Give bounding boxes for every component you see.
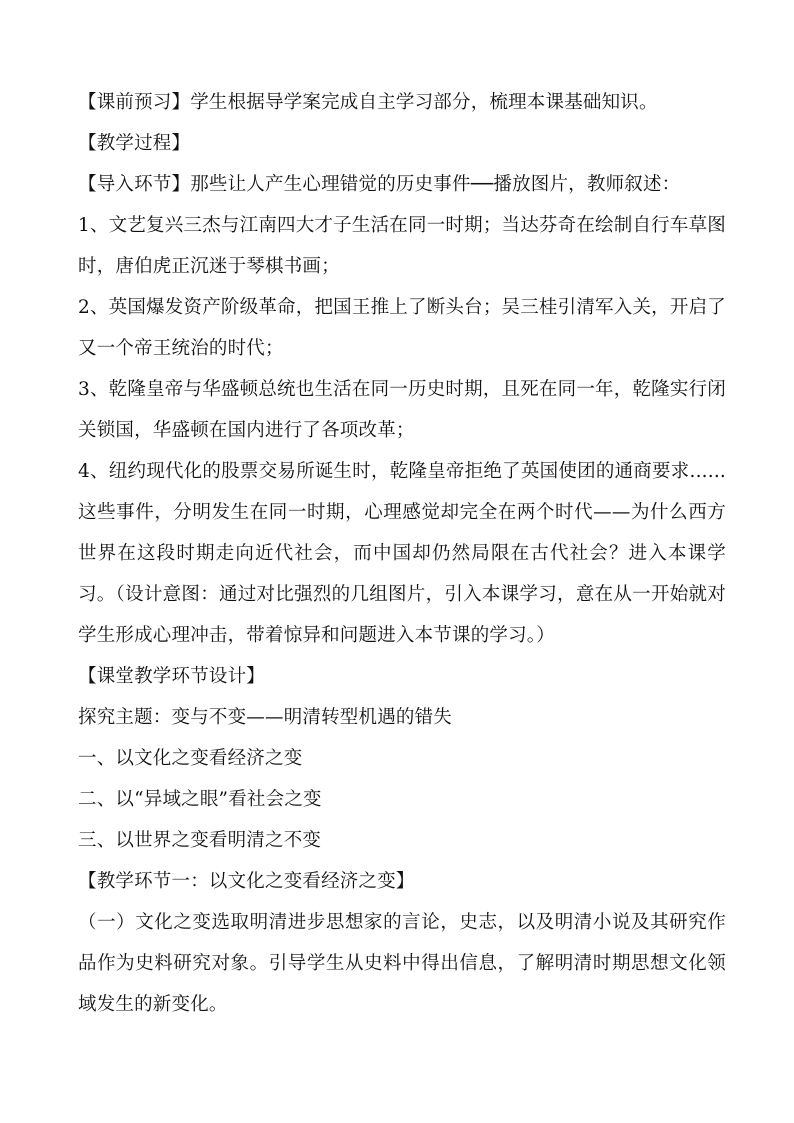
list-item-3: 3、乾隆皇帝与华盛顿总统也生活在同一历史时期，且死在同一年，乾隆实行闭关锁国，华盛顿在国内进行了各项改革； xyxy=(78,379,726,441)
outline-item-1: 一、以文化之变看经济之变 xyxy=(78,748,303,769)
list-item-4: 4、纽约现代化的股票交易所诞生时，乾隆皇帝拒绝了英国使团的通商要求......这些事件，分明发生在同一时期，心理感觉却完全在两个时代——为什么西方世界在这段时期走向近代社会，而中国却仍然局限在古代社会？进入本课学习。（设计意图：通过对比强烈的几组图片，引入本课学习，意在从一开始就对学生形成心理冲击，带着惊异和问题进入本节课的学习。） xyxy=(78,461,726,646)
inquiry-theme: 探究主题：变与不变——明清转型机遇的错失 xyxy=(78,707,453,728)
introduction-paragraph: 【导入环节】那些让人产生心理错觉的历史事件──播放图片，教师叙述： xyxy=(78,174,681,195)
teaching-process-heading: 【教学过程】 xyxy=(78,133,191,154)
outline-item-3: 三、以世界之变看明清之不变 xyxy=(78,830,322,851)
list-item-2: 2、英国爆发资产阶级革命，把国王推上了断头台；吴三桂引清军入关，开启了又一个帝王统治的时代； xyxy=(78,297,726,359)
list-item-1: 1、文艺复兴三杰与江南四大才子生活在同一时期；当达芬奇在绘制自行车草图时，唐伯虎正沉迷于琴棋书画； xyxy=(78,215,726,277)
pre-class-preview-paragraph: 【课前预习】学生根据导学案完成自主学习部分，梳理本课基础知识。 xyxy=(78,92,658,113)
document-page xyxy=(78,82,726,1025)
outline-item-2: 二、以“异域之眼”看社会之变 xyxy=(78,789,322,810)
cultural-change-paragraph: （一）文化之变选取明清进步思想家的言论，史志，以及明清小说及其研究作品作为史料研究对象。引导学生从史料中得出信息，了解明清时期思想文化领域发生的新变化。 xyxy=(78,912,726,1015)
teaching-step-one-heading: 【教学环节一：以文化之变看经济之变】 xyxy=(78,871,415,892)
classroom-design-heading: 【课堂教学环节设计】 xyxy=(78,666,266,687)
